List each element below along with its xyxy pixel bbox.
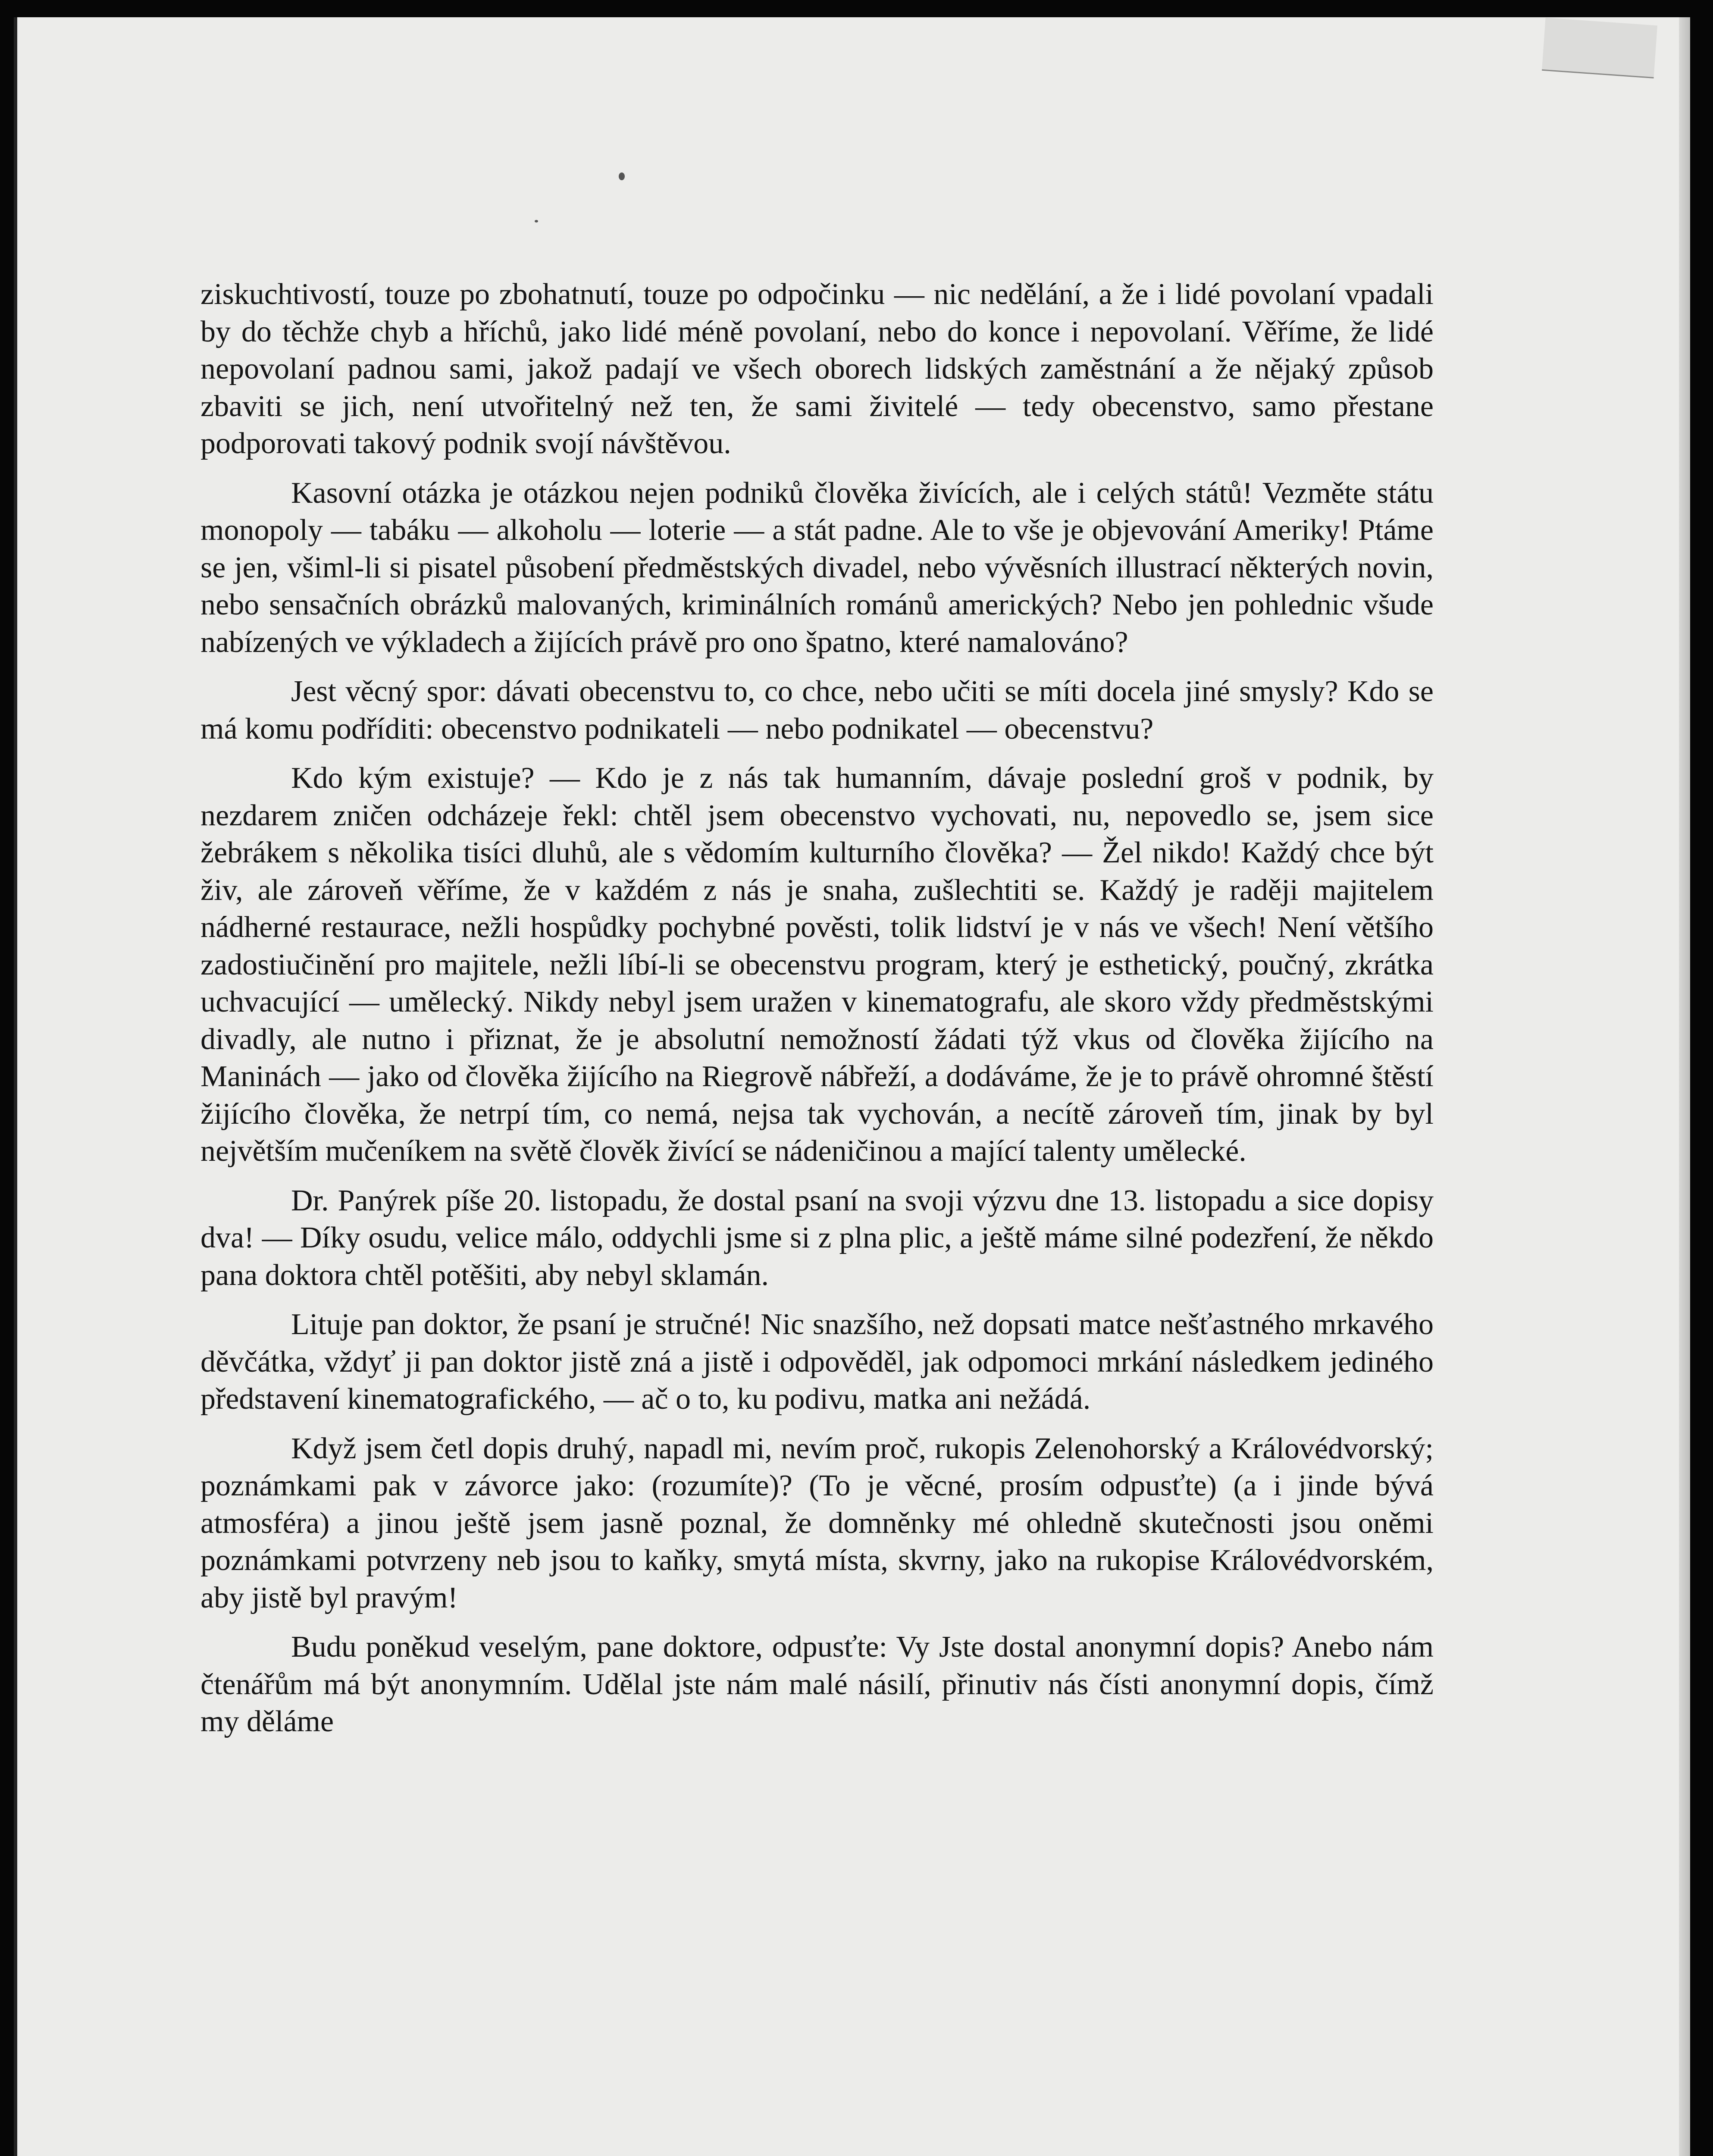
body-text	[200, 276, 1434, 1753]
paragraph: Kasovní otázka je otázkou nejen podniků člověka živících, ale i celých států! Vezměte státu monopoly — tabáku — alkoholu — loterie — a stát padne. Ale to vše je objevování Ameriky! Ptáme se jen, všiml-li si pisatel působení předměstských divadel, nebo vývěsních illustrací některých novin, nebo sensačních obrázků malovaných, kriminálních románů amerických? Nebo jen pohlednic všude nabízených ve výkladech a žijících právě pro ono špatno, které namalováno?	[200, 476, 1434, 659]
speck	[535, 220, 538, 222]
page-edge	[1679, 17, 1690, 2156]
book-page	[14, 17, 1690, 2156]
paragraph: Dr. Panýrek píše 20. listopadu, že dostal psaní na svoji výzvu dne 13. listopadu a sice dopisy dva! — Díky osudu, velice málo, oddychli jsme si z plna plic, a ještě máme silné podezření, že někdo pana doktora chtěl potěšiti, aby nebyl sklamán.	[200, 1184, 1434, 1292]
paragraph: Kdo kým existuje? — Kdo je z nás tak humanním, dávaje poslední groš v podnik, by nezdarem zničen odcházeje řekl: chtěl jsem obecenstvo vychovati, nu, nepovedlo se, jsem sice žebrákem s několika tisíci dluhů, ale s vědomím kulturního člověka? — Žel nikdo! Každý chce být živ, ale zároveň věříme, že v každém z nás je snaha, zušlechtiti se. Každý je raději majitelem nádherné restaurace, nežli hospůdky pochybné pověsti, tolik lidství je v nás ve všech! Není většího zadostiučinění pro majitele, nežli líbí-li se obecenstvu program, který je esthetický, poučný, zkrátka uchvacující — umělecký. Nikdy nebyl jsem uražen v kinematografu, ale skoro vždy předměstskými divadly, ale nutno i přiznat, že je absolutní nemožností žádati týž vkus od člověka žijícího na Maninách — jako od člověka žijícího na Riegrově nábřeží, a dodáváme, že je to právě ohromné štěstí žijícího člověka, že netrpí tím, co nemá, nejsa tak vychován, a necítě zároveň tím, jinak by byl největším mučeníkem na světě člověk živící se nádeničinou a mající talenty umělecké.	[200, 761, 1434, 1168]
speck	[619, 172, 625, 180]
paragraph: Lituje pan doktor, že psaní je stručné! Nic snazšího, než dopsati matce nešťastného mrkavého děvčátka, vždyť ji pan doktor jistě zná a jistě i odpověděl, jak odpomoci mrkání následkem jediného představení kinematografického, — ač o to, ku podivu, matka ani nežádá.	[200, 1308, 1434, 1416]
paper-scrap	[1542, 18, 1657, 78]
paragraph: Když jsem četl dopis druhý, napadl mi, nevím proč, rukopis Zelenohorský a Královédvorský; poznámkami pak v závorce jako: (rozumíte)? (To je věcné, prosím odpusťte) (a i jinde bývá atmosféra) a jinou ještě jsem jasně poznal, že domněnky mé ohledně skutečnosti jsou oněmi poznámkami potvrzeny neb jsou to kaňky, smytá místa, skvrny, jako na rukopise Královédvorském, aby jistě byl pravým!	[200, 1432, 1434, 1614]
paragraph: Budu poněkud veselým, pane doktore, odpusťte: Vy Jste dostal anonymní dopis? Anebo nám čtenářům má být anonymním. Udělal jste nám malé násilí, přinutiv nás čísti anonymní dopis, čímž my děláme	[200, 1630, 1434, 1738]
paragraph: ziskuchtivostí, touze po zbohatnutí, touze po odpočinku — nic nedělání, a že i lidé povolaní vpadali by do těchže chyb a hříchů, jako lidé méně povolaní, nebo do konce i nepovolaní. Věříme, že lidé nepovolaní padnou sami, jakož padají ve všech oborech lidských zaměstnání a že nějaký způsob zbaviti se jich, není utvořitelný než ten, že sami živitelé — tedy obecenstvo, samo přestane podporovati takový podnik svojí návštěvou.	[200, 278, 1434, 460]
paragraph: Jest věcný spor: dávati obecenstvu to, co chce, nebo učiti se míti docela jiné smysly? Kdo se má komu podříditi: obecenstvo podnikateli — nebo podnikatel — obecenstvu?	[200, 675, 1434, 746]
